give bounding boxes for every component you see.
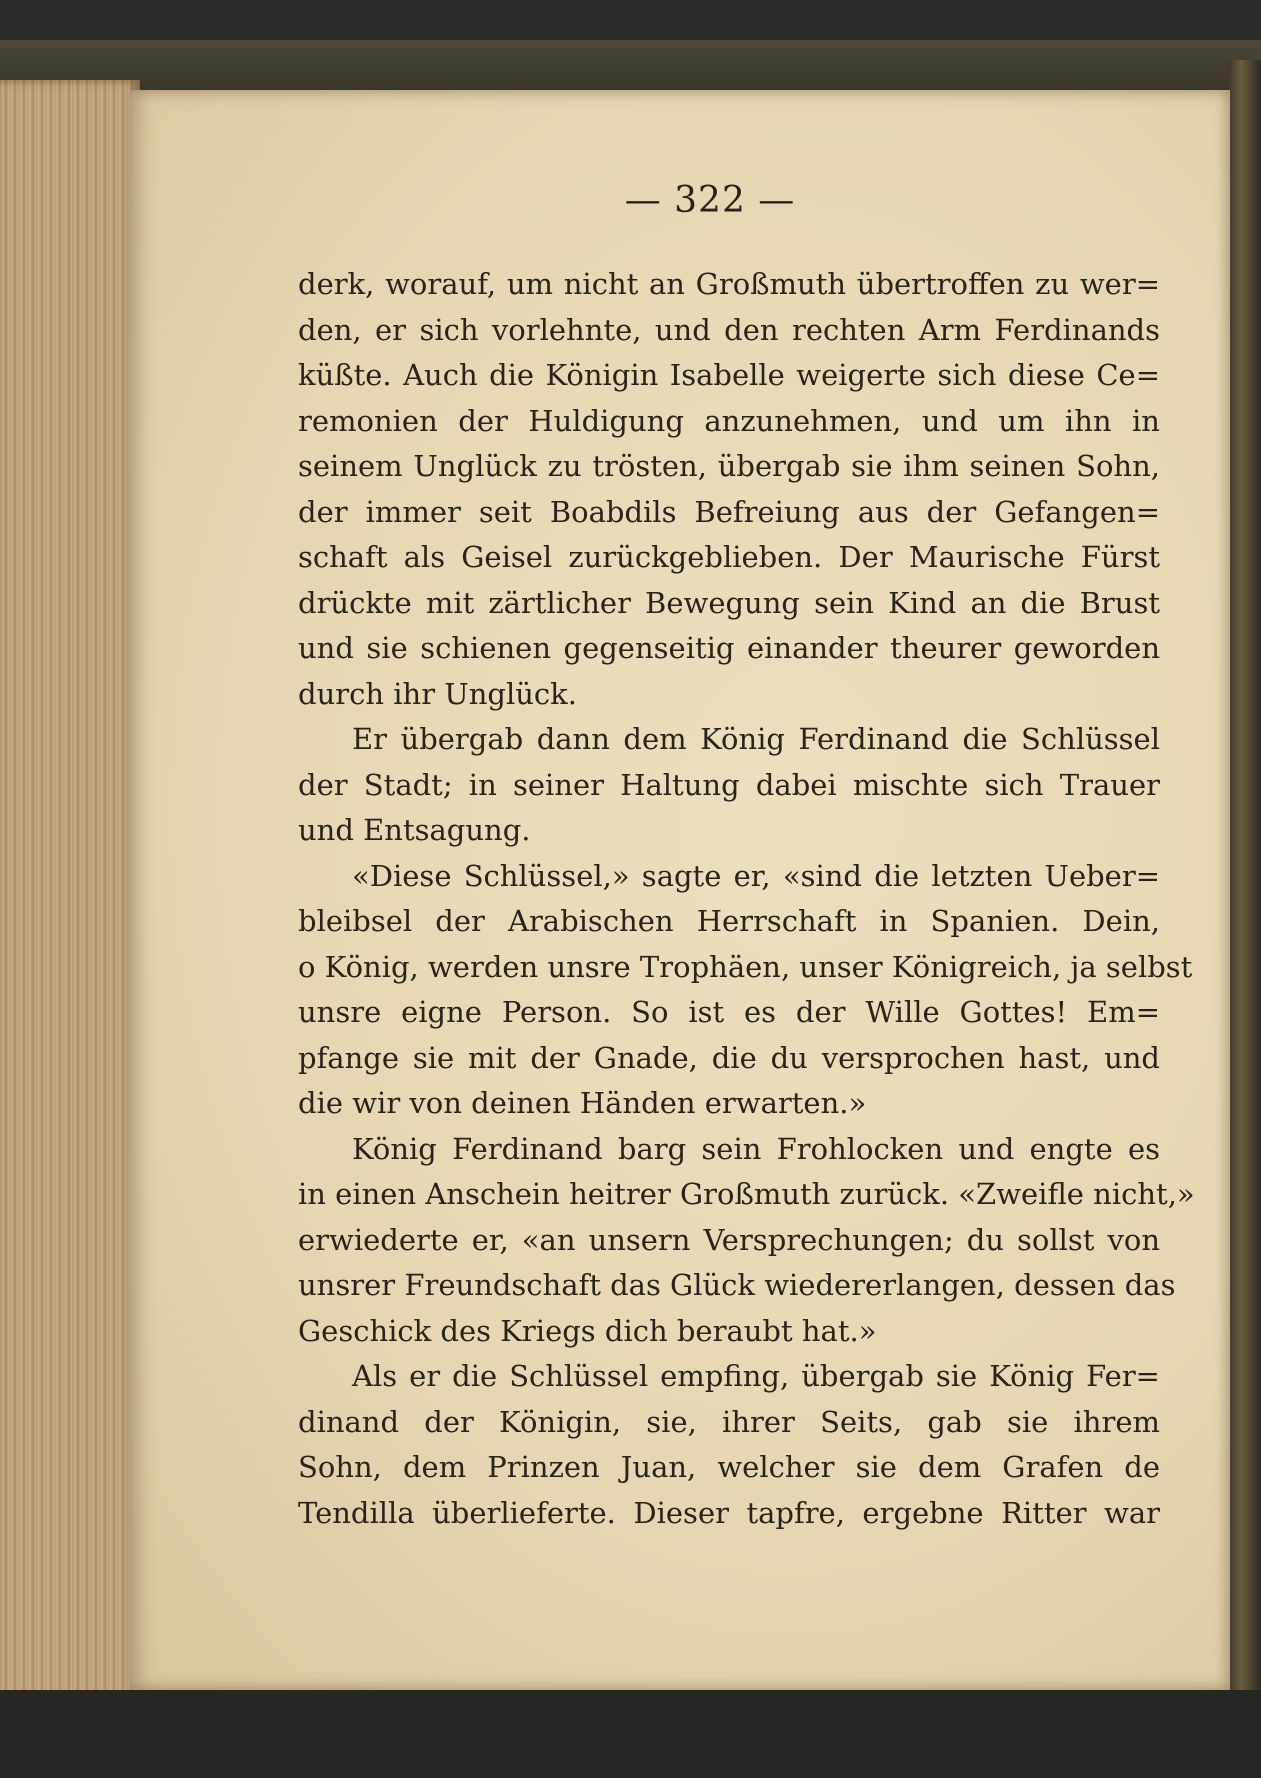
text-line: der immer seit Boabdils Befreiung aus der Gefangen= [298, 494, 1160, 529]
text-line: der Stadt; in seiner Haltung dabei mischte sich Trauer [298, 767, 1160, 802]
text-line: erwiederte er, «an unsern Versprechungen; du sollst von [298, 1222, 1160, 1257]
text-line: schaft als Geisel zurückgeblieben. Der Maurische Fürst [298, 540, 1160, 574]
text-line: durch ihr Unglück. [298, 676, 577, 711]
text-line: dinand der Königin, sie, ihrer Seits, gab sie ihrem [298, 1404, 1160, 1439]
book-cover-top [0, 40, 1261, 90]
text-line: Er übergab dann dem König Ferdinand die Schlüssel [352, 722, 1160, 756]
text-line: unsrer Freundschaft das Glück wiedererlangen, dessen das [298, 1268, 1176, 1302]
text-line: Als er die Schlüssel empfing, übergab sie König Fer= [352, 1359, 1160, 1393]
page-edges [0, 80, 140, 1700]
text-line: o König, werden unsre Trophäen, unser Königreich, ja selbst [298, 949, 1193, 984]
text-line: derk, worauf, um nicht an Großmuth übertroffen zu wer= [298, 267, 1160, 301]
text-line: remonien der Huldigung anzunehmen, und um ihn in [298, 403, 1160, 438]
text-line: Geschick des Kriegs dich beraubt hat.» [298, 1313, 877, 1348]
page-number: — 322 — [624, 180, 796, 221]
scan-bottom-border [0, 1690, 1261, 1778]
text-line: küßte. Auch die Königin Isabelle weigerte sich diese Ce= [298, 358, 1160, 392]
text-line: Tendilla überlieferte. Dieser tapfre, ergebne Ritter war [298, 1495, 1160, 1530]
text-line: und Entsagung. [298, 813, 531, 847]
text-line: in einen Anschein heitrer Großmuth zurück. «Zweifle nicht,» [298, 1177, 1195, 1211]
text-line: bleibsel der Arabischen Herrschaft in Spanien. Dein, [298, 904, 1160, 938]
book-spine-right [1228, 60, 1261, 1700]
text-line: «Diese Schlüssel,» sagte er, «sind die letzten Ueber= [352, 858, 1160, 893]
text-line: pfange sie mit der Gnade, die du versprochen hast, und [298, 1040, 1160, 1075]
text-line: den, er sich vorlehnte, und den rechten Arm Ferdinands [298, 312, 1160, 347]
body-text [298, 262, 1195, 1536]
text-line: König Ferdinand barg sein Frohlocken und engte es [352, 1131, 1160, 1166]
text-line: Sohn, dem Prinzen Juan, welcher sie dem Grafen de [298, 1450, 1160, 1484]
text-line: drückte mit zärtlicher Bewegung sein Kind an die Brust [298, 585, 1160, 620]
text-line: unsre eigne Person. So ist es der Wille Gottes! Em= [298, 995, 1160, 1029]
text-line: die wir von deinen Händen erwarten.» [298, 1086, 867, 1120]
text-line: seinem Unglück zu trösten, übergab sie ihm seinen Sohn, [298, 449, 1160, 483]
text-line: und sie schienen gegenseitig einander theurer geworden [298, 631, 1160, 665]
